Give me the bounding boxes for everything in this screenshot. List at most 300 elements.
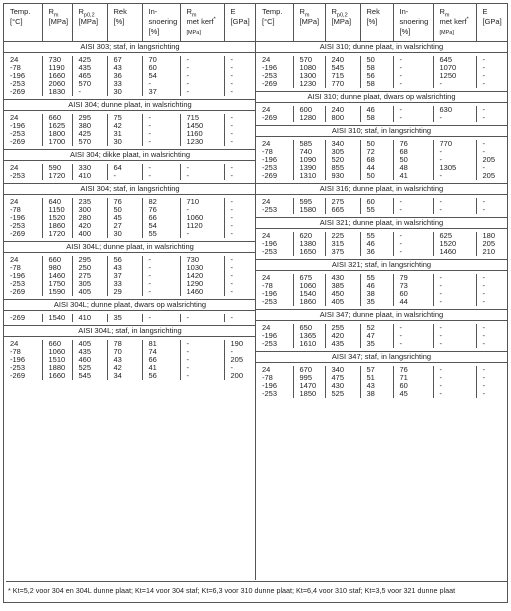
section-title: AISI 303; staf, in langsrichting	[4, 42, 256, 53]
table-cell: 980	[42, 264, 72, 272]
table-cell: 1060	[293, 282, 325, 290]
table-cell: 660	[42, 256, 72, 264]
table-cell: -	[433, 114, 476, 122]
header-rp02: $R_{p0,2}$ [MPa]	[325, 4, 360, 42]
table-cell: -253	[10, 129, 26, 138]
table-cell: 420	[72, 222, 107, 230]
table-cell: 525	[72, 364, 107, 372]
table-cell: -	[476, 64, 507, 72]
table-cell: 300	[72, 206, 107, 214]
table-cell: -	[180, 340, 224, 348]
table-cell: -	[224, 122, 256, 130]
table-cell: -	[224, 138, 256, 146]
table-cell: 70	[107, 348, 142, 356]
table-cell: 54	[142, 72, 180, 80]
table-cell: -	[476, 382, 507, 390]
table-cell: -	[476, 374, 507, 382]
table-row	[256, 148, 507, 156]
table-cell: -269	[10, 371, 26, 380]
table-cell: 79	[393, 274, 433, 282]
table-cell: 190	[224, 340, 256, 348]
table-cell: 630	[433, 106, 476, 114]
table-cell: -	[393, 114, 433, 122]
section-title-row	[4, 150, 256, 161]
table-cell: 1650	[293, 248, 325, 256]
table-cell: -	[142, 122, 180, 130]
table-cell: -	[433, 366, 476, 374]
table-cell: 46	[360, 282, 393, 290]
table-cell: 520	[325, 156, 360, 164]
table-cell: -	[142, 172, 180, 180]
table-cell: 70	[142, 56, 180, 64]
table-cell: 35	[360, 298, 393, 306]
table-row	[256, 72, 507, 80]
table-cell: -	[142, 256, 180, 264]
table-row	[4, 364, 256, 372]
table-cell: -	[224, 88, 256, 96]
table-cell: -269	[10, 313, 26, 322]
table-cell: 55	[360, 206, 393, 214]
table-cell: -196	[262, 155, 278, 164]
table-cell: 75	[107, 114, 142, 122]
section-title: AISI 347; dunne plaat, in walsrichting	[256, 310, 507, 321]
table-cell: 76	[393, 140, 433, 148]
table-row	[256, 206, 507, 214]
table-cell: 68	[360, 156, 393, 164]
table-cell: -196	[10, 71, 26, 80]
table-cell: 1030	[180, 264, 224, 272]
table-row	[256, 290, 507, 298]
table-cell: -	[433, 382, 476, 390]
section-title-row	[4, 42, 256, 53]
table-cell: -	[224, 80, 256, 88]
table-row	[4, 340, 256, 348]
table-cell: -	[476, 332, 507, 340]
table-cell: 275	[72, 272, 107, 280]
table-cell: 64	[107, 164, 142, 172]
table-cell: 405	[72, 340, 107, 348]
header-rm-kerf: $R_m$ met kerf* [MPa]	[180, 4, 224, 42]
table-cell: -	[180, 348, 224, 356]
table-cell: 1120	[180, 222, 224, 230]
table-cell: 58	[360, 80, 393, 88]
header-temp: Temp. [°C]	[4, 4, 42, 42]
table-cell: -	[180, 356, 224, 364]
table-cell: 1190	[42, 64, 72, 72]
section-title-row	[4, 242, 256, 253]
table-cell: -196	[10, 355, 26, 364]
table-cell: 24	[262, 105, 271, 114]
table-cell: 55	[142, 230, 180, 238]
table-cell: -	[393, 324, 433, 332]
table-cell: 24	[262, 55, 271, 64]
header-insnoering: In- snoering [%]	[142, 4, 180, 42]
table-row	[4, 80, 256, 88]
table-cell: 1230	[180, 138, 224, 146]
table-cell: -	[224, 288, 256, 296]
table-cell: 305	[72, 280, 107, 288]
table-cell: 1080	[293, 64, 325, 72]
table-cell: -	[476, 148, 507, 156]
table-cell: 475	[325, 374, 360, 382]
table-cell: -	[393, 248, 433, 256]
table-cell: -78	[262, 373, 273, 382]
section-title-row	[256, 352, 507, 363]
table-cell: 78	[107, 340, 142, 348]
header-rm: $R_m$ [MPa]	[42, 4, 72, 42]
table-row	[4, 222, 256, 230]
table-row	[256, 232, 507, 240]
table-cell: 410	[72, 314, 107, 322]
table-cell: -	[142, 272, 180, 280]
table-row	[256, 282, 507, 290]
table-cell: 71	[393, 374, 433, 382]
table-cell: -	[224, 314, 256, 322]
table-cell: -78	[10, 205, 21, 214]
table-cell: -	[180, 80, 224, 88]
table-row	[4, 72, 256, 80]
table-cell: 1540	[293, 290, 325, 298]
table-row	[4, 288, 256, 296]
table-cell: 76	[107, 198, 142, 206]
table-cell: -253	[262, 297, 278, 306]
table-row	[4, 114, 256, 122]
table-cell: -	[142, 138, 180, 146]
table-cell: 1720	[42, 230, 72, 238]
table-cell: 1300	[293, 72, 325, 80]
table-cell: 1520	[42, 214, 72, 222]
table-cell: 625	[433, 232, 476, 240]
table-cell: 24	[10, 163, 19, 172]
table-cell: 570	[293, 56, 325, 64]
table-cell: -	[393, 72, 433, 80]
table-cell: -	[476, 366, 507, 374]
table-cell: 295	[72, 256, 107, 264]
section-title-row	[256, 218, 507, 229]
table-cell: -	[393, 232, 433, 240]
table-cell: -	[180, 172, 224, 180]
section-title-row	[4, 184, 256, 195]
table-cell: 590	[42, 164, 72, 172]
table-row	[256, 298, 507, 306]
table-cell: -	[433, 80, 476, 88]
table-cell: 34	[107, 372, 142, 380]
table-cell: 460	[72, 356, 107, 364]
table-cell: -269	[10, 87, 26, 96]
table-cell: -	[180, 372, 224, 380]
table-cell: -269	[262, 79, 278, 88]
table-cell: 48	[393, 164, 433, 172]
table-cell: 50	[107, 206, 142, 214]
table-cell: 1460	[433, 248, 476, 256]
table-cell: 1390	[293, 164, 325, 172]
table-cell: 42	[107, 364, 142, 372]
header-e: E [GPa]	[476, 4, 507, 42]
table-cell: 225	[325, 232, 360, 240]
table-cell: -269	[10, 287, 26, 296]
table-cell: 35	[360, 340, 393, 348]
table-cell: -	[476, 340, 507, 348]
table-cell: -	[180, 206, 224, 214]
table-cell: -	[476, 72, 507, 80]
table-row	[256, 324, 507, 332]
table-cell: -	[142, 164, 180, 172]
table-cell: -	[393, 198, 433, 206]
table-cell: -	[142, 288, 180, 296]
table-cell: 42	[107, 122, 142, 130]
table-cell: -	[433, 206, 476, 214]
table-cell: 50	[360, 140, 393, 148]
table-cell: 315	[325, 240, 360, 248]
table-cell: 58	[360, 64, 393, 72]
table-cell: 385	[325, 282, 360, 290]
table-cell: -	[476, 274, 507, 282]
table-cell: 24	[262, 323, 271, 332]
table-row	[4, 256, 256, 264]
section-title: AISI 310; dunne plaat, dwars op walsrichting	[256, 92, 507, 103]
table-cell: 280	[72, 214, 107, 222]
table-row	[4, 272, 256, 280]
table-cell: 255	[325, 324, 360, 332]
table-cell: 210	[476, 248, 507, 256]
table-cell: -	[224, 222, 256, 230]
table-cell: 44	[393, 298, 433, 306]
table-cell: 55	[360, 274, 393, 282]
table-cell: -	[224, 56, 256, 64]
table-cell: 27	[107, 222, 142, 230]
section-title: AISI 316; dunne plaat, in walsrichting	[256, 184, 507, 195]
table-cell: 52	[360, 324, 393, 332]
section-title: AISI 321; staf, in langsrichting	[256, 260, 507, 271]
header-rm: $R_m$ [MPa]	[293, 4, 325, 42]
table-cell: -	[224, 206, 256, 214]
table-cell: 51	[360, 374, 393, 382]
table-cell: 1590	[42, 288, 72, 296]
table-cell: 665	[325, 206, 360, 214]
table-cell: -	[433, 290, 476, 298]
table-row	[256, 140, 507, 148]
header-rek: Rek [%]	[107, 4, 142, 42]
table-cell: -	[224, 364, 256, 372]
table-cell: 1230	[293, 80, 325, 88]
table-cell: -	[180, 72, 224, 80]
table-row	[4, 56, 256, 64]
section-title: AISI 304L; dunne plaat, dwars op walsrichting	[4, 300, 256, 311]
table-cell: 1070	[433, 64, 476, 72]
table-cell: -78	[262, 281, 273, 290]
table-cell: -	[393, 206, 433, 214]
table-cell: -196	[262, 289, 278, 298]
table-cell: -	[476, 164, 507, 172]
table-cell: 1420	[180, 272, 224, 280]
table-cell: -	[142, 280, 180, 288]
table-cell: 205	[476, 156, 507, 164]
table-row	[4, 372, 256, 380]
table-cell: -	[224, 172, 256, 180]
table-cell: -	[433, 198, 476, 206]
table-cell: 205	[224, 356, 256, 364]
table-cell: 1800	[42, 130, 72, 138]
table-cell: 37	[107, 272, 142, 280]
table-cell: -	[476, 206, 507, 214]
table-cell: 54	[142, 222, 180, 230]
table-cell: 400	[72, 230, 107, 238]
table-cell: 1700	[42, 138, 72, 146]
table-cell: -	[393, 106, 433, 114]
table-cell: -	[224, 272, 256, 280]
table-cell: 545	[72, 372, 107, 380]
header-row	[4, 4, 256, 42]
table-cell: -	[224, 230, 256, 238]
table-cell: -253	[262, 71, 278, 80]
table-cell: 58	[360, 114, 393, 122]
table-cell: 46	[360, 106, 393, 114]
table-cell: 1150	[42, 206, 72, 214]
table-cell: 650	[293, 324, 325, 332]
table-cell: 60	[393, 382, 433, 390]
table-cell: 24	[10, 55, 19, 64]
table-cell: -78	[10, 63, 21, 72]
table-cell: -	[393, 56, 433, 64]
table-cell: -	[433, 156, 476, 164]
spacer-row	[256, 398, 507, 401]
table-cell: -78	[262, 147, 273, 156]
table-cell: -253	[10, 363, 26, 372]
table-cell: 600	[293, 106, 325, 114]
header-e: E [GPa]	[224, 4, 256, 42]
table-row	[4, 280, 256, 288]
table-cell: -	[433, 298, 476, 306]
table-row	[4, 122, 256, 130]
table-cell: 24	[10, 339, 19, 348]
table-cell: 1160	[180, 130, 224, 138]
table-cell: 33	[107, 280, 142, 288]
section-title-row	[4, 300, 256, 311]
table-cell: -	[433, 148, 476, 156]
table-row	[256, 374, 507, 382]
table-cell: -	[393, 332, 433, 340]
table-cell: 620	[293, 232, 325, 240]
table-row	[256, 164, 507, 172]
table-row	[256, 248, 507, 256]
table-cell: 450	[325, 290, 360, 298]
table-cell: 205	[476, 172, 507, 180]
table-cell: -253	[10, 79, 26, 88]
table-cell: 1365	[293, 332, 325, 340]
table-cell: 50	[360, 56, 393, 64]
table-cell: -	[476, 140, 507, 148]
table-cell: -	[476, 324, 507, 332]
table-cell: -	[476, 80, 507, 88]
table-cell: 1520	[433, 240, 476, 248]
table-body-left	[4, 42, 256, 384]
header-insnoering: In- snoering [%]	[393, 4, 433, 42]
table-cell: 205	[476, 240, 507, 248]
table-cell: -	[142, 314, 180, 322]
section-title: AISI 347; staf, in langsrichting	[256, 352, 507, 363]
table-row	[4, 198, 256, 206]
table-cell: -253	[262, 205, 278, 214]
table-cell: -253	[262, 389, 278, 398]
table-cell: -253	[10, 171, 26, 180]
table-cell: 570	[72, 138, 107, 146]
table-row	[256, 114, 507, 122]
table-cell: 1720	[42, 172, 72, 180]
table-cell: -	[180, 64, 224, 72]
section-title-row	[256, 42, 507, 53]
right-column	[256, 4, 507, 580]
table-row	[4, 172, 256, 180]
table-row	[4, 164, 256, 172]
table-cell: 56	[107, 256, 142, 264]
table-cell: 730	[42, 56, 72, 64]
table-cell: 1460	[42, 272, 72, 280]
table-cell: 76	[142, 206, 180, 214]
table-cell: 43	[107, 264, 142, 272]
table-cell: 1090	[293, 156, 325, 164]
table-cell: 2060	[42, 80, 72, 88]
table-cell: 24	[10, 255, 19, 264]
table-cell: -253	[10, 279, 26, 288]
table-cell: -	[142, 130, 180, 138]
table-cell: 82	[142, 198, 180, 206]
table-cell: 36	[360, 248, 393, 256]
table-cell: -	[476, 390, 507, 398]
table-cell: 43	[360, 382, 393, 390]
table-cell: 435	[72, 64, 107, 72]
section-title-row	[4, 326, 256, 337]
table-cell: 430	[325, 382, 360, 390]
left-column	[4, 4, 256, 580]
table-cell: 29	[107, 288, 142, 296]
table-cell: 50	[360, 172, 393, 180]
table-cell: 30	[107, 88, 142, 96]
table-cell: 1380	[293, 240, 325, 248]
table-cell: -	[476, 106, 507, 114]
table-cell: -	[72, 88, 107, 96]
table-row	[256, 80, 507, 88]
table-row	[4, 88, 256, 96]
data-sheet	[3, 3, 508, 603]
table-cell: -	[433, 172, 476, 180]
table-cell: 730	[180, 256, 224, 264]
table-cell: 56	[360, 72, 393, 80]
table-cell: 67	[107, 56, 142, 64]
table-cell: -	[476, 56, 507, 64]
table-cell: 1460	[180, 288, 224, 296]
table-cell: -	[180, 314, 224, 322]
table-cell: -	[393, 80, 433, 88]
table-cell: 340	[325, 366, 360, 374]
table-cell: -78	[10, 347, 21, 356]
table-cell: 1580	[293, 206, 325, 214]
table-cell: -269	[262, 113, 278, 122]
table-cell: 24	[10, 197, 19, 206]
table-cell: 30	[107, 230, 142, 238]
properties-table-left	[4, 4, 256, 383]
table-cell: 435	[72, 348, 107, 356]
table-row	[256, 340, 507, 348]
table-cell: 545	[325, 64, 360, 72]
table-cell: -	[224, 264, 256, 272]
table-cell: -	[476, 114, 507, 122]
table-cell: 1310	[293, 172, 325, 180]
table-cell: 41	[393, 172, 433, 180]
table-cell: -	[180, 364, 224, 372]
table-cell: 1250	[433, 72, 476, 80]
table-cell: -196	[262, 331, 278, 340]
table-cell: -196	[262, 381, 278, 390]
